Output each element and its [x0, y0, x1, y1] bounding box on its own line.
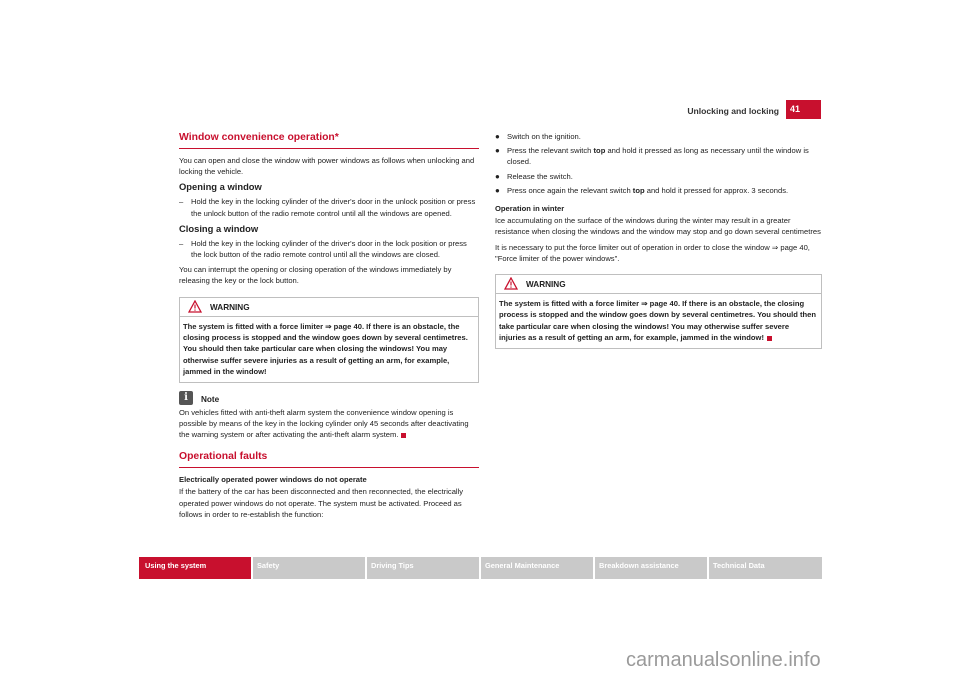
- closing-step: [179, 238, 479, 260]
- list-item-text: Release the switch.: [507, 171, 573, 181]
- tab-driving-tips[interactable]: [367, 557, 479, 579]
- list-item: [495, 171, 822, 182]
- list-item: [495, 131, 822, 142]
- page-number: 41: [786, 100, 821, 119]
- closing-window-heading: Closing a window: [179, 222, 259, 234]
- warning-box: [495, 274, 822, 349]
- list-item-text: Press the relevant switch: [507, 146, 594, 156]
- warning-triangle-icon: [188, 300, 202, 313]
- tab-general-maintenance[interactable]: [481, 557, 593, 579]
- dash-marker: –: [179, 197, 184, 207]
- tab-using-the-system[interactable]: [139, 557, 251, 579]
- tab-breakdown-assistance[interactable]: [595, 557, 707, 579]
- interrupt-paragraph: You can interrupt the opening or closing operation of the windows immediately by releasing the key or the lock button.: [179, 265, 452, 286]
- warning-text: The system is fitted with a force limiter ⇒ page 40. If there is an obstacle, the closing process is stopped and the window goes down by several centimetres. You should then take particular care when closing the windows! You may otherwise suffer severe injuries as a result of getting an arm, for example, jammed in the window!: [499, 299, 817, 343]
- note-header: [179, 391, 479, 407]
- tab-label: Safety: [257, 561, 280, 570]
- note-text: On vehicles fitted with anti-theft alarm system the convenience window opening is possible by means of the key in the locking cylinder only 45 seconds after deactivating the warning system or after activating the anti-theft alarm system.: [179, 407, 469, 440]
- bullet-icon: ●: [495, 132, 500, 141]
- faults-paragraph: If the battery of the car has been disconnected and then reconnected, the electrically operated power windows do not operate. The system must be activated. Proceed as follows in order to re-establish the function:: [179, 487, 464, 519]
- tab-label: Technical Data: [713, 561, 765, 570]
- warning-header: [180, 298, 478, 317]
- tab-safety[interactable]: [253, 557, 365, 579]
- dash-marker: –: [179, 238, 184, 248]
- warning-triangle-icon: [504, 277, 518, 290]
- opening-window-heading: Opening a window: [179, 181, 262, 193]
- tab-technical-data[interactable]: [709, 557, 822, 579]
- switch-name: top: [593, 146, 606, 156]
- bullet-icon: ●: [495, 185, 500, 195]
- section-title-operational-faults: Operational faults: [179, 450, 479, 468]
- faults-subheading: Electrically operated power windows do not operate: [179, 475, 367, 485]
- warning-text: The system is fitted with a force limiter ⇒ page 40. If there is an obstacle, the closing process is stopped and the window goes down by several centimetres. You should then take particular care when closing the windows! You may otherwise suffer severe injuries as a result of getting an arm, for example, jammed in the window!: [183, 321, 468, 377]
- warning-text-block: [496, 294, 821, 348]
- chapter-tabs: [139, 557, 822, 579]
- page-header: [0, 100, 960, 120]
- list-item: [495, 185, 822, 196]
- opening-step-text: Hold the key in the locking cylinder of the driver's door in the unlock position or press the unlock button of the radio remote control until all the windows are opened.: [191, 197, 476, 218]
- opening-step: [179, 196, 479, 218]
- end-marker-icon: [401, 433, 406, 438]
- end-marker-icon: [767, 336, 772, 341]
- warning-box: [179, 297, 479, 383]
- tab-label: Breakdown assistance: [599, 561, 679, 570]
- limiter-paragraph: It is necessary to put the force limiter out of operation in order to close the window ⇒ page 40, "Force limiter of the power windows".: [495, 242, 810, 263]
- winter-paragraph: Ice accumulating on the surface of the windows during the winter may result in a greater resistance when closing the windows and the window may stop and go down several centimetres: [495, 216, 821, 237]
- note-title: Note: [201, 394, 220, 404]
- warning-title: WARNING: [526, 280, 566, 290]
- tab-label: Using the system: [145, 561, 207, 570]
- chapter-title: Unlocking and locking: [687, 106, 779, 116]
- list-item: [495, 145, 822, 167]
- section-title-window-convenience: Window convenience operation*: [179, 131, 479, 149]
- list-item-text-cont: and hold it pressed as long as necessary until the window is closed.: [507, 146, 809, 167]
- warning-title: WARNING: [210, 302, 250, 312]
- list-item-text: Press once again the relevant switch: [507, 185, 633, 195]
- watermark: carmanualsonline.info: [626, 649, 821, 671]
- list-item-text-cont: and hold it pressed for approx. 3 seconds.: [644, 185, 789, 195]
- bullet-icon: ●: [495, 146, 500, 156]
- info-icon: i: [179, 391, 193, 405]
- list-item-text: Switch on the ignition.: [507, 132, 581, 141]
- tab-label: General Maintenance: [485, 561, 560, 570]
- closing-step-text: Hold the key in the locking cylinder of the driver's door in the lock position or press the lock button of the radio remote control until all the windows are closed.: [191, 238, 467, 260]
- switch-name: top: [632, 185, 645, 195]
- intro-paragraph: You can open and close the window with power windows as follows when unlocking and locking the vehicle.: [179, 156, 475, 177]
- tab-label: Driving Tips: [371, 561, 414, 570]
- winter-heading: Operation in winter: [495, 204, 565, 214]
- right-column: [495, 131, 822, 357]
- warning-header: [496, 275, 821, 294]
- left-column: [179, 131, 479, 524]
- note-paragraph: [179, 407, 479, 441]
- bullet-icon: ●: [495, 171, 500, 181]
